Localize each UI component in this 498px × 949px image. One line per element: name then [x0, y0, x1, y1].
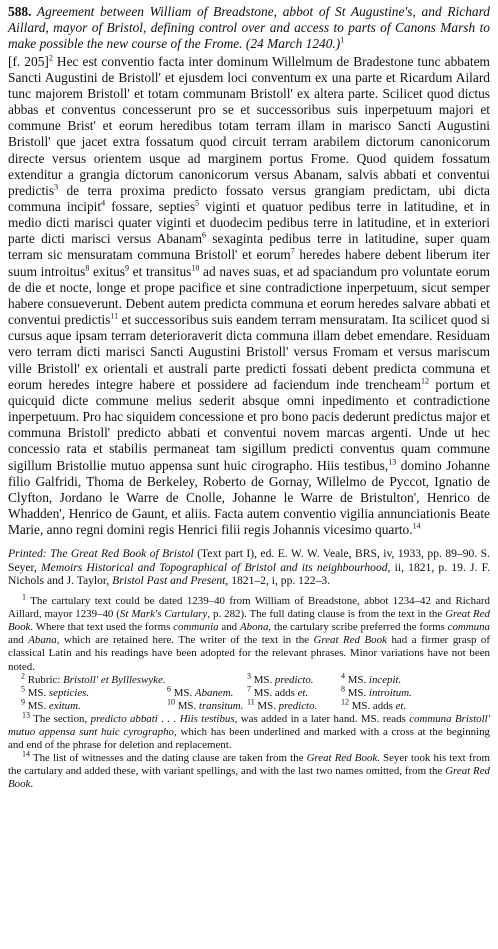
footnote-mark: 13: [22, 710, 30, 720]
footnotes: [8, 592, 491, 791]
entry-heading: [8, 4, 490, 53]
printed-label: Printed:: [8, 547, 47, 561]
entry-date: (24 March 1240.): [242, 36, 341, 52]
footnote-ref: 6: [202, 230, 207, 240]
footnote-7: $^7$ MS. adds et.: [247, 684, 309, 699]
footnote-11: $^{11}$ MS. predicto.: [247, 697, 318, 712]
footnote-14: $^{14}$ The list of witnesses and the dating clause are taken from the Great Red Book. Seyer took his text from the cartulary and added these, with variant spellings, and with the last two names omitted, from the Great Red Book.: [8, 749, 490, 791]
short-footnotes: [8, 671, 490, 713]
footnote-5: $^5$ MS. septicies.: [21, 684, 90, 699]
entry-title: Agreement between William of Breadstone, abbot of St Augustine's, and Richard Aillard, mayor of Bristol, defining control over and access to parts of Canons Marsh to make possible the new course of the Frome.: [8, 4, 490, 52]
footnote-3: $^3$ MS. predicto.: [247, 671, 314, 686]
footnote-ref: 14: [412, 521, 421, 531]
footnote-ref: 10: [191, 263, 200, 273]
footnote-12: $^{12}$ MS. adds et.: [341, 697, 407, 712]
folio-reference: [f. 205]: [8, 53, 49, 69]
footnote-ref: 9: [124, 263, 129, 273]
footnote-ref: 2: [48, 53, 53, 63]
footnote-mark: 14: [22, 749, 30, 759]
charter-text: [f. 205]$^2$ Hec est conventio facta inter dominum Willelmum de Bradestone tunc abbatem Sancti Augustini de Bristoll' et ejusdem loci conventum ex una parte et Ricardum Ailard tunc majorem Bristoll' et totam communam Bristoll' ex altera parte. Scilicet quod dictus abbas et conventus concesserunt pro se et successoribus suis inperpetuum majori et commune Brist' et eorum heredibus totam terram illam in marisco Sancti Augustini Bristoll' que jacet extra fossatum quod circuit terram arabilem dictorum canonicorum directe versus orientem usque ad marginem portus Frome. Quod quidem fossatum extenditur a grangia dictorum canonicorum versus Abanam, salvis abbati et conventui predictis$^3$ de terra proxima predicto fossato versus grangiam predictam, ubi dicta communa incipit$^4$ fossare, septies$^5$ viginti et quatuor pedibus terre in latitudine, et in medio dicti marisci quater viginti et duodecim pedibus terre in latitudine, et in exteriori parte dicti marisci versus Abanam$^6$ sexaginta pedibus terre in latitudine, super quam terram sic mensuratam communa Bristoll' et eorum$^7$ heredes habere debent liberum iter suum introitus$^8$ exitus$^9$ et transitus$^{10}$ ad naves suas, et ad spaciandum pro voluntate eorum de die et nocte, longe et prope pacifice et sine contradictione inperpetuum, sicut semper habere consueverunt. Debent autem predicta communa et eorum heredes salvare abbati et conventui predictis$^{11}$ et successoribus suis eandem terram mensuratam. Ita scilicet quod si cursus aque ipsam terram deterioraverit dicta communa illam debet emendare. Residuam vero terram dicti marisci Sancti Augustini Bristoll' versus Fromam et versus mariscum ville Bristoll' ex orientali et australi parte predicti fossati debent predicta communa et eorum heredes integre habere et possidere ad faciendum inde trencheam$^{12}$ portum et quicquid dicte commune melius sederit absque omni inpedimento et contradictione inperpetuum. Pro hac siquidem concessione et pro bono pacis dederunt predictus major et communa Bristoll' predicto abbati et conventui novem marcas argenti. Unde ut hec concessio rata et stabilis permaneat tam sigillum predicti conventus quam commune sigillum Bristollie mutuo appensa sunt huic cirographo. Hiis testibus,$^{13}$ domino Johanne filio Galfridi, Thoma de Berkeley, Roberto de Gornay, Willelmo de Pyccot, Ignatio de Clyfton, Jordano le Warre de Cnolle, Johanne le Warre de Bristulton', Henrico de Whadden', Henrico de Gaunt, et aliis. Facta autem conventio vigilia annunciationis Beate Marie, anno regni domini regis Henrici filii regis Johannis vicesimo quarto.$^{14}$: [8, 53, 491, 538]
footnote-ref: 11: [110, 311, 119, 321]
footnote-ref: 8: [85, 263, 90, 273]
printed-sources: Printed: The Great Red Book of Bristol (Text part I), ed. E. W. W. Veale, BRS, iv, 1933, pp. 89–90. S. Seyer, Memoirs Historical and Topographical of Bristol and its neighbourhood, ii, 1821, p. 19. J. F. Nichols and J. Taylor, Bristol Past and Present, 1821–2, i, pp. 122–3.: [8, 547, 490, 588]
footnote-ref: 12: [421, 376, 430, 386]
footnote-ref: 7: [290, 247, 295, 257]
footnote-ref: 13: [388, 457, 397, 467]
footnote-ref: 3: [54, 182, 59, 192]
footnote-9: $^9$ MS. exitum.: [21, 697, 81, 712]
footnote-1: $^1$ The cartulary text could be dated 1239–40 from William of Breadstone, abbot 1234–42 and Richard Aillard, mayor 1239–40 (St Mark's Cartulary, p. 282). The full dating clause is from the text in the Great Red Book. Where that text used the forms communia and Abona, the cartulary scribe preferred the forms communa and Abana, which are retained here. The writer of the text in the Great Red Book had a firmer grasp of classical Latin and his readings have been adopted for the relevant phrases. Minor variations have not been noted.: [8, 592, 491, 673]
footnote-ref: 4: [101, 198, 106, 208]
book-title: Bristol Past and Present: [112, 574, 226, 588]
footnote-ref: 5: [195, 198, 200, 208]
footnote-6: $^6$ MS. Abanem.: [167, 684, 234, 699]
footnote-13: $^{13}$ The section, predicto abbati . . . Hiis testibus, was added in a later hand. MS. reads communa Bristoll' mutuo appensa sunt huic cyrographo, which has been underlined and marked with a cross at the beginning and end of the phrase for deletion and replacement.: [8, 710, 490, 752]
entry-number: 588.: [8, 4, 32, 19]
footnote-10: $^{10}$ MS. transitum.: [167, 697, 244, 712]
footnote-4: $^4$ MS. incepit.: [341, 671, 402, 686]
footnote-ref: 1: [340, 35, 345, 45]
book-title: Memoirs Historical and Topographical of Bristol and its neighbourhood: [41, 560, 388, 574]
footnote-2: $^2$ Rubric: Bristoll' et Byllleswyke.: [21, 671, 166, 686]
footnote-8: $^8$ MS. introitum.: [341, 684, 412, 699]
book-title: The Great Red Book of Bristol: [50, 547, 194, 561]
footnote-mark: 1: [22, 592, 26, 602]
